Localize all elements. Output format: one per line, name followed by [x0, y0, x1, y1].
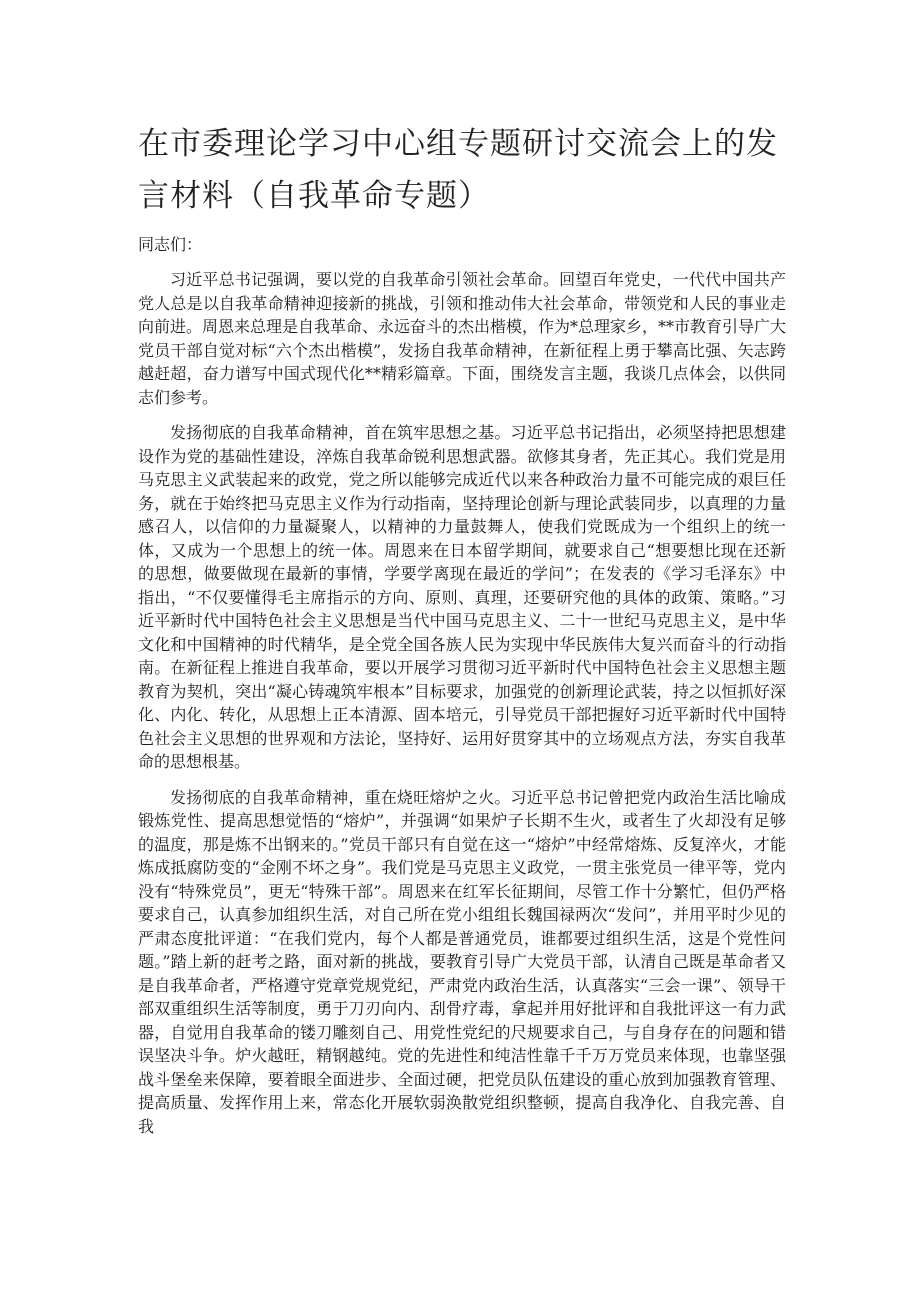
document-page — [138, 118, 786, 1150]
salutation: 同志们： — [138, 235, 203, 254]
paragraph-furnace-fire: 发扬彻底的自我革命精神，重在烧旺熔炉之火。习近平总书记曾把党内政治生活比喻成锻炼党性、提高思想觉悟的“熔炉”，并强调“如果炉子长期不生火，或者生了火却没有足够的温度，那是炼不出钢来的。”党员干部只有自觉在这一“熔炉”中经常熔炼、反复淬火，才能炼成抵腐防变的“金刚不坏之身”。我们党是马克思主义政党，一贯主张党员一律平等，党内没有“特殊党员”，更无“特殊干部”。周恩来在红军长征期间，尽管工作十分繁忙，但仍严格要求自己，认真参加组织生活，对自己所在党小组组长魏国禄两次“发问”，并用平时少见的严肃态度批评道：“在我们党内，每个人都是普通党员，谁都要过组织生活，这是个党性问题。”踏上新的赶考之路，面对新的挑战，要教育引导广大党员干部，认清自己既是革命者又是自我革命者，严格遵守党章党规党纪，严肃党内政治生活，认真落实“三会一课”、领导干部双重组织生活等制度，勇于刀刃向内、刮骨疗毒，拿起并用好批评和自我批评这一有力武器，自觉用自我革命的镂刀雕刻自己、用党性党纪的尺规要求自己，与自身存在的问题和错误坚决斗争。炉火越旺，精钢越纯。党的先进性和纯洁性靠千千万万党员来体现，也靠坚强战斗堡垒来保障，要着眼全面进步、全面过硬，把党员队伍建设的重心放到加强教育管理、提高质量、发挥作用上来，常态化开展软弱涣散党组织整顿，提高自我净化、自我完善、自我 — [138, 787, 786, 1136]
document-title: 在市委理论学习中心组专题研讨交流会上的发言材料（自我革命专题） — [138, 126, 778, 214]
paragraph-intro: 习近平总书记强调，要以党的自我革命引领社会革命。回望百年党史，一代代中国共产党人总是以自我革命精神迎接新的挑战，引领和推动伟大社会革命，带领党和人民的事业走向前进。周恩来总理是自我革命、永远奋斗的杰出楷模，作为*总理家乡，**市教育引导广大党员干部自觉对标“六个杰出楷模”，发扬自我革命精神，在新征程上勇于攀高比强、矢志跨越赶超，奋力谱写中国式现代化**精彩篇章。下面，围绕发言主题，我谈几点体会，以供同志们参考。 — [138, 270, 787, 407]
paragraph-ideological-foundation: 发扬彻底的自我革命精神，首在筑牢思想之基。习近平总书记指出，必须坚持把思想建设作为党的基础性建设，淬炼自我革命锐利思想武器。欲修其身者，先正其心。我们党是用马克思主义武装起来的政党，党之所以能够完成近代以来各种政治力量不可能完成的艰巨任务，就在于始终把马克思主义作为行动指南，坚持理论创新与理论武装同步，以真理的力量感召人，以信仰的力量凝聚人，以精神的力量鼓舞人，使我们党既成为一个组织上的统一体，又成为一个思想上的统一体。周恩来在日本留学期间，就要求自己“想要想比现在还新的思想，做要做现在最新的事情，学要学离现在最近的学问”；在发表的《学习毛泽东》中指出，“不仅要懂得毛主席指示的方向、原则、真理，还要研究他的具体的政策、策略。”习近平新时代中国特色社会主义思想是当代中国马克思主义、二十一世纪马克思主义，是中华文化和中国精神的时代精华，是全党全国各族人民为实现中华民族伟大复兴而奋斗的行动指南。在新征程上推进自我革命，要以开展学习贯彻习近平新时代中国特色社会主义思想主题教育为契机，突出“凝心铸魂筑牢根本”目标要求，加强党的创新理论武装，持之以恒抓好深化、内化、转化，从思想上正本清源、固本培元，引导党员干部把握好习近平新时代中国特色社会主义思想的世界观和方法论，坚持好、运用好贯穿其中的立场观点方法，夯实自我革命的思想根基。 — [138, 423, 786, 771]
